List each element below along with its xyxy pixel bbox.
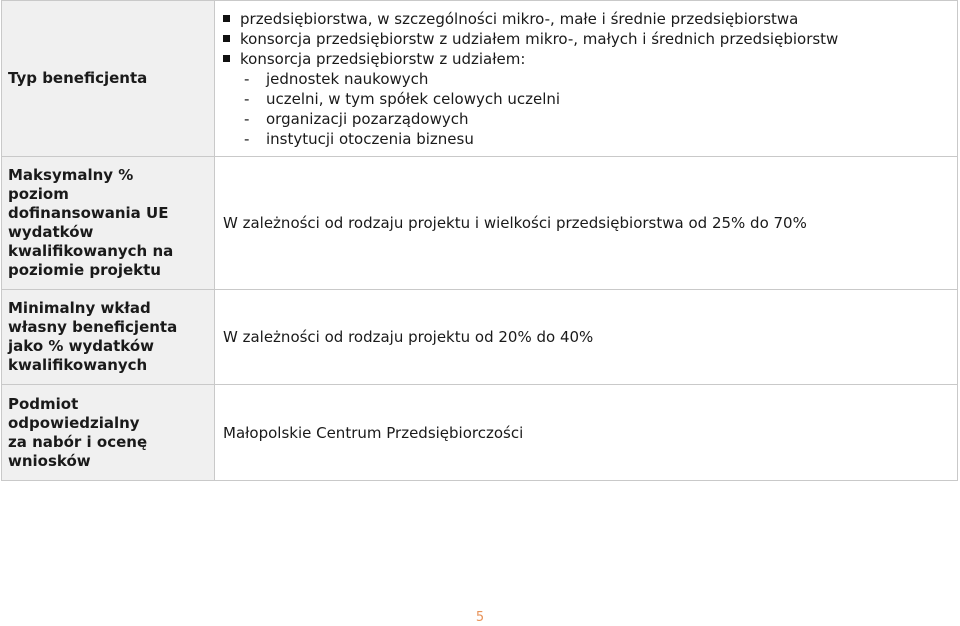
list-item: przedsiębiorstwa, w szczególności mikro-, małe i średnie przedsiębiorstwa xyxy=(223,9,949,29)
dash-bullet-icon: - xyxy=(244,89,250,108)
square-bullet-icon xyxy=(223,55,230,62)
list-item: - jednostek naukowych xyxy=(244,69,429,88)
beneficiary-type-value xyxy=(215,1,958,157)
square-bullet-icon xyxy=(223,15,230,22)
beneficiary-sub-list xyxy=(223,69,949,149)
info-table xyxy=(1,0,958,481)
table-row-beneficiary-type xyxy=(2,1,958,157)
dash-bullet-icon: - xyxy=(244,109,250,128)
max-cofinancing-label: Maksymalny % poziom dofinansowania UE wydatków kwalifikowanych na poziomie projektu xyxy=(2,157,215,290)
table-row-responsible-entity xyxy=(2,385,958,481)
dash-bullet-icon: - xyxy=(244,129,250,148)
beneficiary-type-label: Typ beneficjenta xyxy=(2,1,215,157)
list-item: konsorcja przedsiębiorstw z udziałem: xyxy=(223,49,949,69)
square-bullet-icon xyxy=(223,35,230,42)
page-number: 5 xyxy=(475,610,485,625)
list-item: - uczelni, w tym spółek celowych uczelni xyxy=(244,89,561,108)
list-item: - organizacji pozarządowych xyxy=(244,109,469,128)
list-item: - instytucji otoczenia biznesu xyxy=(244,129,474,148)
table-row-max-cofinancing xyxy=(2,157,958,290)
responsible-entity-value: Małopolskie Centrum Przedsiębiorczości xyxy=(215,385,958,481)
min-own-contribution-value: W zależności od rodzaju projektu od 20% do 40% xyxy=(215,290,958,385)
min-own-contribution-label: Minimalny wkład własny beneficjenta jako % wydatków kwalifikowanych xyxy=(2,290,215,385)
beneficiary-bullet-list xyxy=(223,9,949,69)
list-item: konsorcja przedsiębiorstw z udziałem mikro-, małych i średnich przedsiębiorstw xyxy=(223,29,949,49)
responsible-entity-label: Podmiot odpowiedzialny za nabór i ocenę wniosków xyxy=(2,385,215,481)
dash-bullet-icon: - xyxy=(244,69,250,88)
table-row-min-own-contribution xyxy=(2,290,958,385)
max-cofinancing-value: W zależności od rodzaju projektu i wielkości przedsiębiorstwa od 25% do 70% xyxy=(215,157,958,290)
